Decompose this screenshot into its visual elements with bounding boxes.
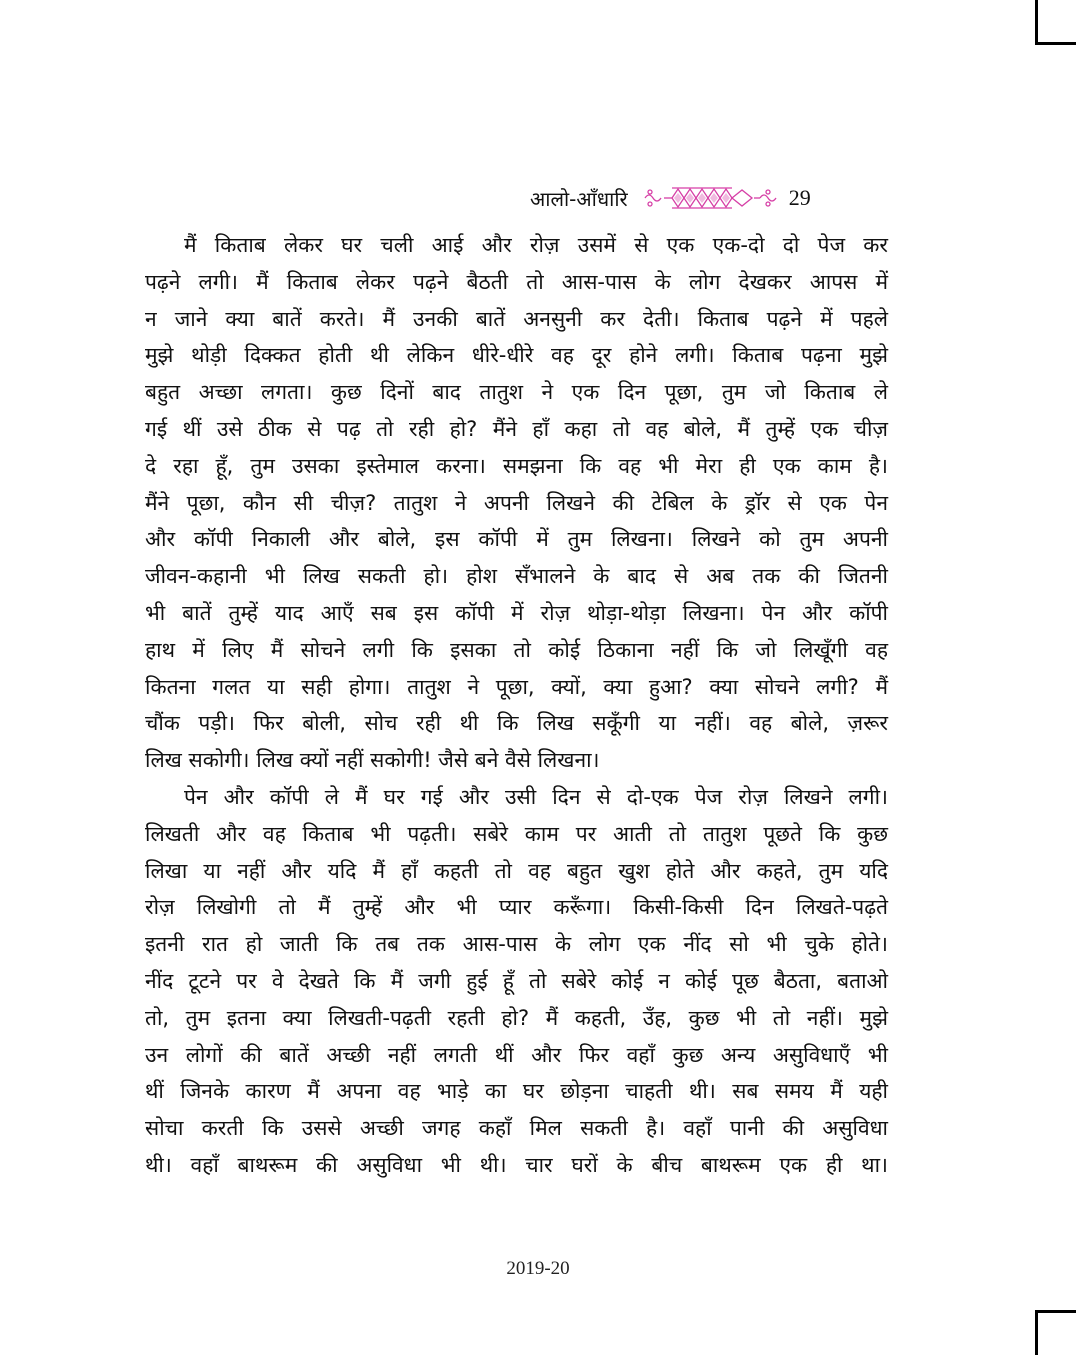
body-text <box>145 227 888 1184</box>
text-line: पेन और कॉपी ले मैं घर गई और उसी दिन से दो-एक पेज रोज़ लिखने लगी। <box>184 784 888 809</box>
text-line: लिख सकोगी। लिख क्यों नहीं सकोगी! जैसे बने वैसे लिखना। <box>145 748 600 773</box>
text-line: उन लोगों की बातें अच्छी नहीं लगती थीं और फिर वहाँ कुछ अन्य असुविधाएँ भी <box>145 1042 888 1067</box>
text-line: थी। वहाँ बाथरूम की असुविधा भी थी। चार घरों के बीच बाथरूम एक ही था। <box>145 1152 888 1177</box>
text-line: और कॉपी निकाली और बोले, इस कॉपी में तुम लिखना। लिखने को तुम अपनी <box>145 527 888 552</box>
text-line: तो, तुम इतना क्या लिखती-पढ़ती रहती हो? मैं कहती, उँह, कुछ भी तो नहीं। मुझे <box>145 1005 888 1030</box>
text-line: थीं जिनके कारण मैं अपना वह भाड़े का घर छोड़ना चाहती थी। सब समय मैं यही <box>145 1079 888 1104</box>
text-line: मुझे थोड़ी दिक्कत होती थी लेकिन धीरे-धीरे वह दूर होने लगी। किताब पढ़ना मुझे <box>145 343 888 368</box>
paragraph <box>145 227 888 779</box>
text-line: इतनी रात हो जाती कि तब तक आस-पास के लोग एक नींद सो भी चुके होते। <box>145 932 888 957</box>
text-line: मैंने पूछा, कौन सी चीज़? तातुश ने अपनी लिखने की टेबिल के ड्राॅर से एक पेन <box>145 490 888 515</box>
footer-year: 2019-20 <box>506 1258 570 1279</box>
text-line: मैं किताब लेकर घर चली आई और रोज़ उसमें से एक एक-दो दो पेज कर <box>184 233 888 257</box>
crop-mark-top-right-horizontal <box>1035 42 1076 45</box>
paragraph <box>145 779 888 1184</box>
text-line: जीवन-कहानी भी लिख सकती हो। होश सँभालने के बाद से अब तक की जितनी <box>145 564 888 589</box>
text-line: गई थीं उसे ठीक से पढ़ तो रही हो? मैंने हाँ कहा तो वह बोले, मैं तुम्हें एक चीज़ <box>145 416 888 441</box>
running-head <box>530 181 890 215</box>
decorative-ornament-icon <box>642 183 777 213</box>
chapter-title: आलो-आँधारि <box>530 186 628 211</box>
text-line: लिखती और वह किताब भी पढ़ती। सबेरे काम पर आती तो तातुश पूछते कि कुछ <box>145 821 888 846</box>
text-line: कितना गलत या सही होगा। तातुश ने पूछा, क्यों, क्या हुआ? क्या सोचने लगी? मैं <box>145 674 888 699</box>
text-line: पढ़ने लगी। मैं किताब लेकर पढ़ने बैठती तो आस-पास के लोग देखकर आपस में <box>145 269 888 294</box>
text-line: नींद टूटने पर वे देखते कि मैं जगी हुई हूँ तो सबेरे कोई न कोई पूछ बैठता, बताओ <box>145 968 888 993</box>
text-line: रोज़ लिखोगी तो मैं तुम्हें और भी प्यार करूँगा। किसी-किसी दिन लिखते-पढ़ते <box>145 895 888 920</box>
page-number: 29 <box>788 185 811 210</box>
text-line: बहुत अच्छा लगता। कुछ दिनों बाद तातुश ने एक दिन पूछा, तुम जो किताब ले <box>145 380 888 405</box>
text-line: दे रहा हूँ, तुम उसका इस्तेमाल करना। समझना कि वह भी मेरा ही एक काम है। <box>145 453 888 478</box>
text-line: भी बातें तुम्हें याद आएँ सब इस कॉपी में रोज़ थोड़ा-थोड़ा लिखना। पेन और कॉपी <box>145 600 888 625</box>
crop-mark-bottom-right-vertical <box>1035 1310 1038 1355</box>
text-line: हाथ में लिए मैं सोचने लगी कि इसका तो कोई ठिकाना नहीं कि जो लिखूँगी वह <box>145 637 888 662</box>
text-line: सोचा करती कि उससे अच्छी जगह कहाँ मिल सकती है। वहाँ पानी की असुविधा <box>145 1116 888 1141</box>
crop-mark-top-right-vertical <box>1035 0 1038 44</box>
text-line: न जाने क्या बातें करते। मैं उनकी बातें अनसुनी कर देती। किताब पढ़ने में पहले <box>145 306 888 331</box>
text-line: चौंक पड़ी। फिर बोली, सोच रही थी कि लिख सकूँगी या नहीं। वह बोले, ज़रूर <box>145 711 888 736</box>
text-line: लिखा या नहीं और यदि मैं हाँ कहती तो वह बहुत खुश होते और कहते, तुम यदि <box>145 858 888 883</box>
crop-mark-bottom-right-horizontal <box>1035 1310 1076 1313</box>
